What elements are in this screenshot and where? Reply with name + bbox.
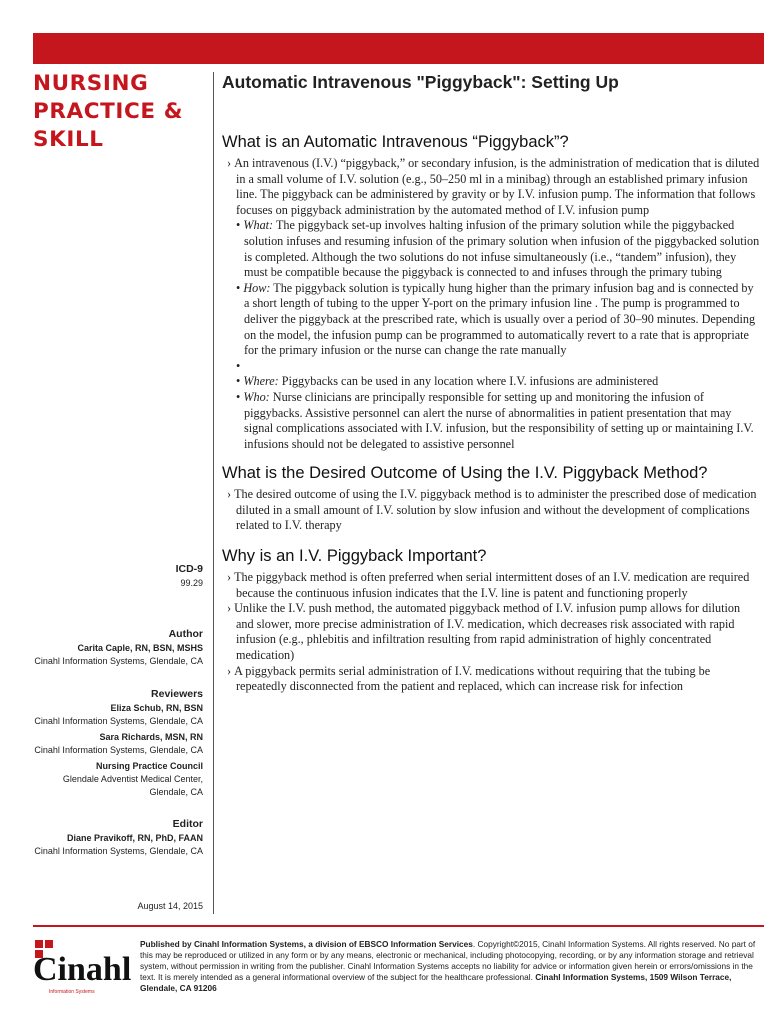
bullet-what — [222, 218, 760, 280]
author-name: Carita Caple, RN, BSN, MSHS — [77, 643, 203, 653]
section-heading: Why is an I.V. Piggyback Important? — [222, 547, 487, 566]
bullet-text: Nurse clinicians are principally responsible for setting up and monitoring the infusion of piggybacks. Assistive personnel can alert the nurse of abnormalities in patient presentation that may signal complications associated with I.V. infusion, but the responsibility of setting up or maintaining I.V. infusions should not be delegated to assistive personnel — [244, 389, 754, 451]
logo-wordmark: Cinahl — [33, 951, 132, 988]
paragraph: › The piggyback method is often preferred when serial intermittent doses of an I.V. medication are required because the continuous infusion indicates that the I.V. line is patent and functioning properly — [222, 570, 760, 601]
bullet-label: Who: — [243, 389, 270, 404]
reviewer-name: Eliza Schub, RN, BSN — [110, 703, 203, 713]
footer-publisher: Published by Cinahl Information Systems, a division of EBSCO Information Services — [140, 939, 473, 949]
cinahl-logo — [33, 938, 133, 998]
logo-subtitle: Information Systems — [49, 989, 95, 995]
paragraph: › Unlike the I.V. push method, the automated piggyback method of I.V. infusion pump allows for dilution and slower, more precise administration of I.V. medication, which decreases risk associated with rapid infusion (e.g., phlebitis and infiltration resulting from rapid administration of highly concentrated medication) — [222, 601, 760, 663]
publication-date: August 14, 2015 — [137, 901, 203, 911]
section-desired-outcome — [222, 463, 760, 534]
header-bar — [33, 33, 764, 64]
series-brand — [33, 70, 203, 154]
reviewer-name: Sara Richards, MSN, RN — [99, 732, 203, 742]
main-content — [222, 72, 760, 695]
icd-code: 99.29 — [180, 578, 203, 588]
reviewer-org: Glendale Adventist Medical Center, — [62, 774, 203, 784]
bullet-who — [222, 390, 760, 452]
brand-line: PRACTICE & — [33, 99, 184, 124]
bullet-empty — [222, 359, 760, 375]
footer-address: Cinahl Information Systems, 1509 Wilson Terrace, Glendale, CA 91206 — [140, 972, 732, 993]
editor-heading: Editor — [172, 818, 203, 830]
footer-copyright — [140, 939, 765, 994]
column-divider — [213, 72, 214, 914]
section-what-is — [222, 132, 760, 452]
bullet-label: How: — [243, 280, 271, 295]
section-heading: What is the Desired Outcome of Using the I.V. Piggyback Method? — [222, 464, 708, 483]
icd-block — [33, 562, 203, 590]
document-title: Automatic Intravenous "Piggyback": Setting Up — [222, 72, 619, 92]
reviewers-heading: Reviewers — [151, 688, 203, 700]
reviewer-org: Glendale, CA — [149, 787, 203, 797]
brand-line: NURSING — [33, 71, 149, 96]
cinahl-logo-mark — [33, 938, 133, 998]
reviewer-name: Nursing Practice Council — [95, 761, 203, 771]
paragraph: › An intravenous (I.V.) “piggyback,” or secondary infusion, is the administration of medication that is diluted in a small volume of I.V. solution (e.g., 50–250 ml in a minibag) through an established primary infusion line. The piggyback can be administered by gravity or by I.V. infusion pump. The information that follows focuses on piggyback administration by the automated method of I.V. infusion pump — [222, 156, 760, 218]
paragraph: › A piggyback permits serial administration of I.V. medications without requiring that the tubing be repeatedly disconnected from the patient and replaced, which can increase risk for infection — [222, 664, 760, 695]
bullet-text: The piggyback solution is typically hung higher than the primary infusion bag and is connected by a short length of tubing to the upper Y-port on the primary infusion line . The pump is programmed to deliver the piggyback at the prescribed rate, which is usually over a period of 30–90 minutes. Depending on the model, the infusion pump can be programmed to automatically revert to a rate that is appropriate for the primary infusion or the nurse can change the rate manually — [244, 280, 756, 358]
footer-rule — [33, 925, 764, 927]
bullet-label: What: — [243, 218, 274, 233]
bullet-where — [222, 374, 760, 390]
bullet-label: Where: — [243, 374, 279, 389]
bullet-how — [222, 281, 760, 359]
reviewer-org: Cinahl Information Systems, Glendale, CA — [34, 745, 203, 755]
editor-name: Diane Pravikoff, RN, PhD, FAAN — [66, 833, 203, 843]
reviewers-block — [33, 687, 203, 799]
icd-heading: ICD-9 — [175, 563, 203, 575]
author-block — [33, 627, 203, 668]
reviewer-org: Cinahl Information Systems, Glendale, CA — [34, 716, 203, 726]
bullet-text: Piggybacks can be used in any location where I.V. infusions are administered — [278, 374, 659, 389]
bullet-text: The piggyback set-up involves halting infusion of the primary solution while the piggybacked solution infuses and resuming infusion of the primary solution when infusion of the piggybacked solution is completed. Although the two solutions do not infuse simultaneously (i.e., “tandem” infusion), they must be compatible because the piggyback is connected to and infuses through the primary tubing — [244, 218, 760, 280]
section-heading: What is an Automatic Intravenous “Piggyback”? — [222, 133, 569, 151]
editor-org: Cinahl Information Systems, Glendale, CA — [34, 846, 203, 856]
author-org: Cinahl Information Systems, Glendale, CA — [34, 656, 203, 666]
section-importance — [222, 546, 760, 695]
author-heading: Author — [168, 628, 203, 640]
paragraph: › The desired outcome of using the I.V. piggyback method is to administer the prescribed dose of medication diluted in a small amount of I.V. solution by slow infusion and without the development of complications related to I.V. therapy — [222, 487, 760, 534]
editor-block — [33, 817, 203, 858]
footer-body: . Copyright©2015, Cinahl Information Systems. All rights reserved. No part of this may be reproduced or utilized in any form or by any means, electronic or mechanical, including photocopying, recording, or by any information storage and retrieval system, without permission in writing from the publisher. Cinahl Information Systems accepts no liability for advice or information given herein or errors/omissions in the text. It is merely intended as a general informational overview of the subject for the healthcare professional. — [140, 939, 756, 982]
brand-line: SKILL — [33, 127, 104, 152]
